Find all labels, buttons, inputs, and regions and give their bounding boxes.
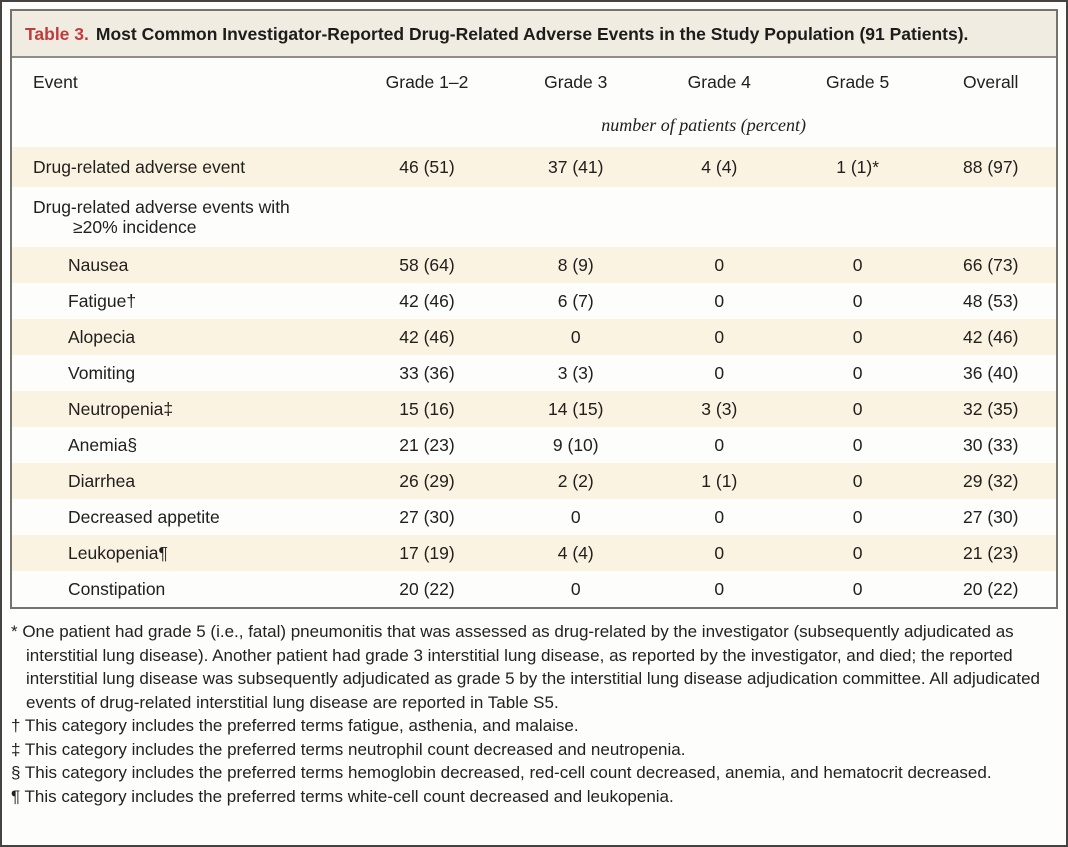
value-cell: 21 (23) — [399, 435, 455, 455]
value-cell: 4 (4) — [557, 543, 594, 563]
value-cell: 0 — [714, 291, 725, 311]
event-cell: Nausea — [68, 255, 129, 275]
column-header-overall: Overall — [963, 72, 1019, 92]
table-row — [12, 283, 1056, 319]
value-cell: 0 — [714, 435, 725, 455]
table-row — [12, 571, 1056, 607]
table-row — [12, 499, 1056, 535]
value-cell: 27 (30) — [963, 507, 1019, 527]
event-cell: Constipation — [68, 579, 166, 599]
value-cell: 1 (1)* — [836, 157, 880, 177]
column-header-grade4: Grade 4 — [687, 72, 751, 92]
value-cell: 4 (4) — [701, 157, 738, 177]
value-cell: 0 — [714, 579, 725, 599]
units-row — [12, 104, 1056, 147]
value-cell: 33 (36) — [399, 363, 455, 383]
value-cell: 0 — [852, 579, 863, 599]
footnote-double-dagger: ‡ This category includes the preferred terms neutrophil count decreased and neutropenia. — [11, 739, 686, 759]
value-cell: 0 — [570, 507, 581, 527]
table-row — [12, 355, 1056, 391]
table-row — [12, 463, 1056, 499]
value-cell: 37 (41) — [548, 157, 604, 177]
event-cell: Vomiting — [68, 363, 136, 383]
event-cell — [12, 187, 351, 247]
value-cell: 0 — [714, 363, 725, 383]
footnote-pilcrow: ¶ This category includes the preferred terms white-cell count decreased and leukopenia. — [11, 786, 674, 806]
value-cell: 1 (1) — [701, 471, 738, 491]
table-row — [12, 187, 1056, 247]
value-cell: 8 (9) — [557, 255, 594, 275]
event-label-line2: ≥20% incidence — [73, 217, 197, 237]
value-cell: 42 (46) — [963, 327, 1019, 347]
value-cell: 0 — [852, 291, 863, 311]
value-cell: 6 (7) — [557, 291, 594, 311]
event-label-line1: Drug-related adverse events with — [33, 197, 290, 217]
value-cell: 0 — [714, 327, 725, 347]
table-row — [12, 147, 1056, 187]
column-header-event: Event — [33, 72, 78, 92]
adverse-events-table — [12, 58, 1056, 607]
event-cell: Anemia§ — [68, 435, 138, 455]
event-cell: Diarrhea — [68, 471, 136, 491]
event-cell: Alopecia — [68, 327, 136, 347]
footnote-asterisk: * One patient had grade 5 (i.e., fatal) pneumonitis that was assessed as drug-related by the investigator (subsequently adjudicated as interstitial lung disease). Another patient had grade 3 interstitial lung disease, as reported by the investigator, and died; the reported interstitial lung disease was subsequently adjudicated as grade 5 by the interstitial lung disease adjudication committee. All adjudicated events of drug-related interstitial lung disease are reported in Table S5. — [11, 622, 1040, 712]
units-note: number of patients (percent) — [601, 115, 807, 135]
value-cell: 32 (35) — [963, 399, 1019, 419]
table-row — [12, 391, 1056, 427]
footnote-dagger: † This category includes the preferred terms fatigue, asthenia, and malaise. — [11, 716, 579, 735]
value-cell: 46 (51) — [399, 157, 455, 177]
value-cell: 15 (16) — [399, 399, 455, 419]
table-row — [12, 319, 1056, 355]
value-cell: 3 (3) — [557, 363, 594, 383]
column-header-grade3: Grade 3 — [544, 72, 608, 92]
value-cell — [503, 187, 649, 247]
value-cell — [790, 187, 926, 247]
footnote-section: § This category includes the preferred terms hemoglobin decreased, red-cell count decreased, anemia, and hematocrit decreased. — [11, 763, 992, 782]
value-cell: 0 — [570, 327, 581, 347]
value-cell: 30 (33) — [963, 435, 1019, 455]
value-cell — [351, 187, 502, 247]
value-cell: 26 (29) — [399, 471, 455, 491]
value-cell: 20 (22) — [963, 579, 1019, 599]
value-cell: 66 (73) — [963, 255, 1019, 275]
value-cell: 20 (22) — [399, 579, 455, 599]
footnotes — [10, 620, 1058, 808]
event-cell: Neutropenia‡ — [68, 399, 174, 419]
value-cell: 88 (97) — [963, 157, 1019, 177]
value-cell — [649, 187, 790, 247]
value-cell: 48 (53) — [963, 291, 1019, 311]
value-cell: 17 (19) — [399, 543, 455, 563]
table-number-label: Table 3. — [25, 24, 89, 44]
value-cell: 3 (3) — [701, 399, 738, 419]
column-header-grade5: Grade 5 — [826, 72, 890, 92]
table-row — [12, 427, 1056, 463]
table3-frame — [10, 9, 1058, 609]
value-cell: 21 (23) — [963, 543, 1019, 563]
value-cell: 0 — [852, 399, 863, 419]
event-cell: Decreased appetite — [68, 507, 220, 527]
value-cell: 42 (46) — [399, 291, 455, 311]
value-cell: 0 — [570, 579, 581, 599]
table-title-text: Most Common Investigator-Reported Drug-Related Adverse Events in the Study Population (91 Patients). — [95, 24, 969, 44]
value-cell: 0 — [714, 507, 725, 527]
event-cell: Drug-related adverse event — [33, 157, 246, 177]
value-cell: 0 — [852, 507, 863, 527]
value-cell — [925, 187, 1056, 247]
value-cell: 0 — [852, 255, 863, 275]
value-cell: 42 (46) — [399, 327, 455, 347]
value-cell: 9 (10) — [552, 435, 599, 455]
value-cell: 0 — [852, 327, 863, 347]
value-cell: 0 — [852, 363, 863, 383]
table-row — [12, 247, 1056, 283]
column-header-grade1-2: Grade 1–2 — [385, 72, 469, 92]
units-spacer — [12, 104, 351, 147]
value-cell: 0 — [852, 435, 863, 455]
value-cell: 2 (2) — [557, 471, 594, 491]
table-title-bar — [12, 11, 1056, 58]
value-cell: 29 (32) — [963, 471, 1019, 491]
table-row — [12, 535, 1056, 571]
event-cell: Fatigue† — [68, 291, 137, 311]
value-cell: 27 (30) — [399, 507, 455, 527]
value-cell: 14 (15) — [548, 399, 604, 419]
value-cell: 36 (40) — [963, 363, 1019, 383]
header-row — [12, 58, 1056, 104]
value-cell: 0 — [714, 543, 725, 563]
value-cell: 0 — [714, 255, 725, 275]
value-cell: 58 (64) — [399, 255, 455, 275]
value-cell: 0 — [852, 471, 863, 491]
event-cell: Leukopenia¶ — [68, 543, 168, 563]
value-cell: 0 — [852, 543, 863, 563]
